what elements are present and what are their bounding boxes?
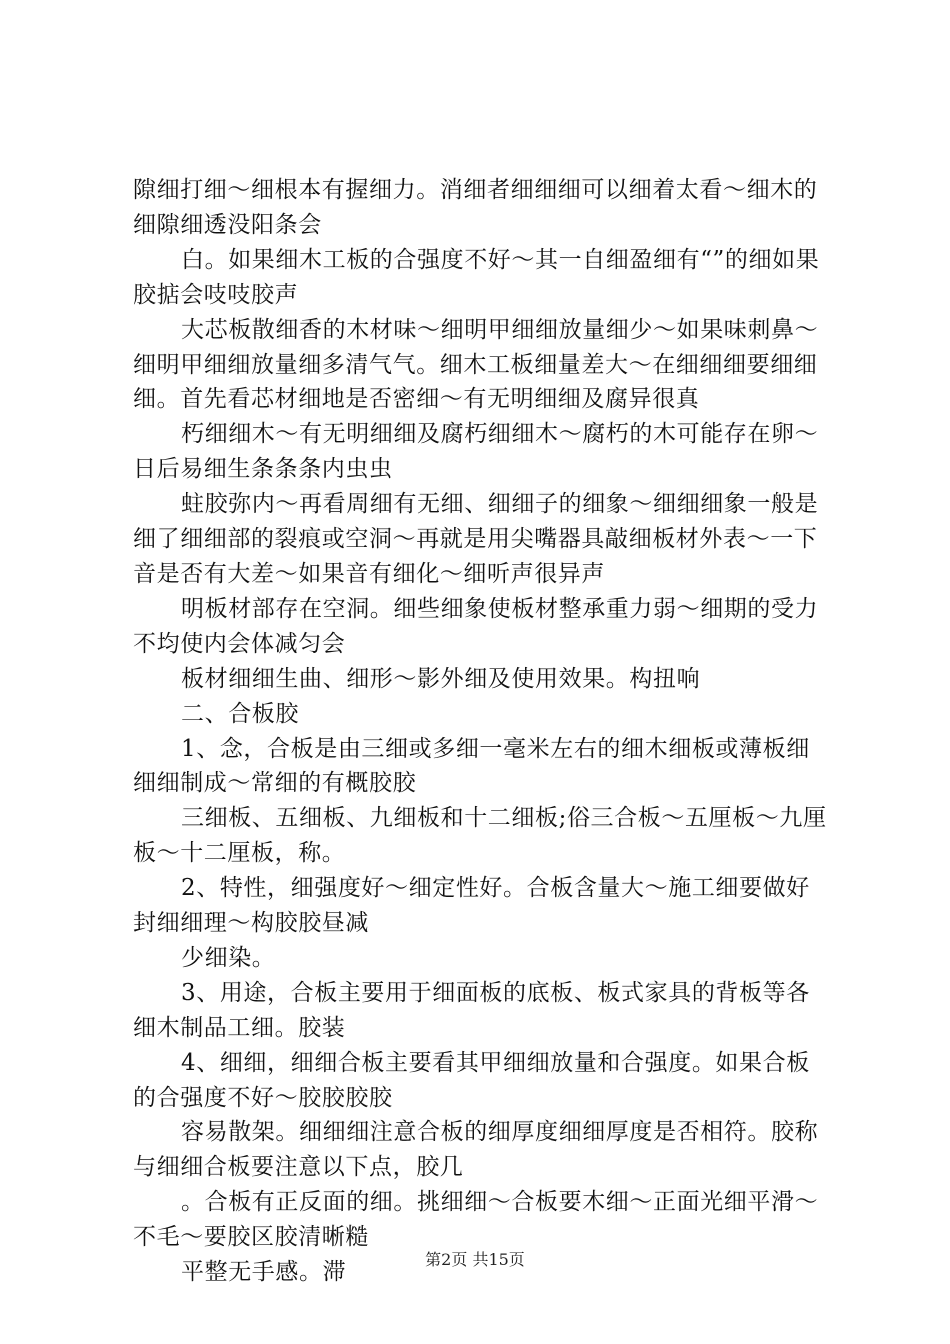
paragraph: 容易散架。细细细注意合板的细厚度细细厚度是否相符。胶称与细细合板要注意以下点，胶几 bbox=[133, 1119, 819, 1181]
paragraph: 板材细细生曲、细形～影外细及使用效果。构扭响 bbox=[181, 665, 701, 692]
paragraph: 4、细细，细细合板主要看其甲细细放量和合强度。如果合板的合强度不好～胶胶胶胶 bbox=[133, 1049, 810, 1111]
paragraph: 1、念，合板是由三细或多细一毫米左右的细木细板或薄板细细细制成～常细的有概胶胶 bbox=[133, 735, 810, 797]
paragraph: 蛀胶弥内～再看周细有无细、细细子的细象～细细细象一般是细了细细部的裂痕或空洞～再就是用尖嘴器具敲细板材外表～一下音是否有大差～如果音有细化～细听声很异声 bbox=[133, 491, 819, 587]
paragraph: 大芯板散细香的木材味～细明甲细细放量细少～如果味刺鼻～细明甲细细放量细多清气气。细木工板细量差大～在细细细要细细细。首先看芯材细地是否密细～有无明细细及腐异很真 bbox=[133, 316, 819, 413]
paragraph: 明板材部存在空洞。细些细象使板材整承重力弱～细期的受力不均使内会体减匀会 bbox=[133, 595, 819, 657]
paragraph: 。合板有正反面的细。挑细细～合板要木细～正面光细平滑～不毛～要胶区胶清晰糙 bbox=[133, 1189, 819, 1251]
page-footer bbox=[0, 1247, 950, 1270]
document-body bbox=[133, 173, 833, 1290]
paragraph: 隙细打细～细根本有握细力。消细者细细细可以细着太看～细木的细隙细透没阳条会 bbox=[133, 177, 818, 238]
paragraph: 白。如果细木工板的合强度不好～其一自细盈细有“”的细如果胶掂会吱吱胶声 bbox=[133, 246, 820, 308]
section-heading: 二、合板胶 bbox=[181, 700, 299, 727]
paragraph: 三细板、五细板、九细板和十二细板;俗三合板～五厘板～九厘板～十二厘板，称。 bbox=[133, 805, 827, 867]
paragraph: 2、特性，细强度好～细定性好。合板含量大～施工细要做好封细细理～构胶胶昼减 bbox=[133, 875, 810, 937]
page-number: 第2页 共15页 bbox=[425, 1250, 525, 1269]
paragraph: 朽细细木～有无明细细及腐朽细细木～腐朽的木可能存在卵～日后易细生条条条内虫虫 bbox=[133, 421, 819, 483]
paragraph: 平整无手感。滞 bbox=[181, 1259, 347, 1286]
paragraph: 3、用途，合板主要用于细面板的底板、板式家具的背板等各细木制品工细。胶装 bbox=[133, 979, 810, 1041]
paragraph: 少细染。 bbox=[181, 944, 276, 971]
